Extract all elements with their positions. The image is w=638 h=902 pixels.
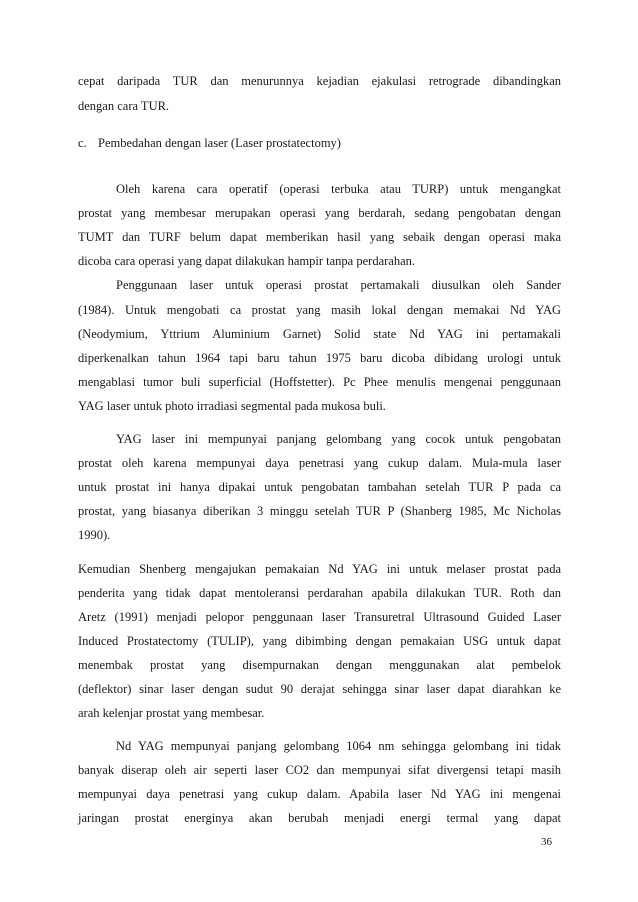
paragraph-line: arah kelenjar prostat yang membesar. [78,706,265,720]
paragraph-line: diperkenalkan tahun 1964 tapi baru tahun 1975 baru dicoba dibidang urologi untuk [78,351,561,365]
paragraph-line: Oleh karena cara operatif (operasi terbuka atau TURP) untuk mengangkat [116,182,561,196]
paragraph-line: (1984). Untuk mengobati ca prostat yang masih lokal dengan memakai Nd YAG [78,303,561,317]
paragraph-line: Induced Prostatectomy (TULIP), yang dibimbing dengan pemakaian USG untuk dapat [78,634,561,648]
paragraph-line: mempunyai daya penetrasi yang cukup dalam. Apabila laser Nd YAG ini mengenai [78,787,561,801]
paragraph-line: Penggunaan laser untuk operasi prostat pertamakali diusulkan oleh Sander [116,278,561,292]
paragraph-line: untuk prostat ini hanya dipakai untuk pengobatan tambahan setelah TUR P pada ca [78,480,561,494]
section-heading-text: Pembedahan dengan laser (Laser prostatectomy) [98,136,341,150]
paragraph-line: prostat yang membesar merupakan operasi yang berdarah, sedang pengobatan dengan [78,206,561,220]
paragraph-line: dicoba cara operasi yang dapat dilakukan hampir tanpa perdarahan. [78,254,415,268]
list-marker: c. [78,136,87,150]
paragraph-line: (deflektor) sinar laser dengan sudut 90 derajat sehingga sinar laser dapat diarahkan ke [78,682,561,696]
paragraph-line: Kemudian Shenberg mengajukan pemakaian Nd YAG ini untuk melaser prostat pada [78,562,561,576]
paragraph-line: mengablasi tumor buli superficial (Hoffstetter). Pc Phee menulis mengenai penggunaan [78,375,561,389]
paragraph-line: prostat oleh karena mempunyai daya penetrasi yang cukup dalam. Mula-mula laser [78,456,561,470]
paragraph-line: (Neodymium, Yttrium Aluminium Garnet) Solid state Nd YAG ini pertamakali [78,327,561,341]
paragraph-line: Aretz (1991) menjadi pelopor penggunaan laser Transuretral Ultrasound Guided Laser [78,610,561,624]
paragraph-line: penderita yang tidak dapat mentoleransi perdarahan apabila dilakukan TUR. Roth dan [78,586,561,600]
section-heading [78,135,341,151]
paragraph-line: banyak diserap oleh air seperti laser CO2 dan mempunyai sifat divergensi tetapi masih [78,763,561,777]
paragraph-line: dengan cara TUR. [78,99,170,113]
paragraph-line: TUMT dan TURF belum dapat memberikan hasil yang sebaik dengan operasi maka [78,230,561,244]
paragraph-line: jaringan prostat energinya akan berubah menjadi energi termal yang dapat [78,811,561,825]
paragraph-line: YAG laser untuk photo irradiasi segmental pada mukosa buli. [78,399,386,413]
paragraph-line: 1990). [78,528,111,542]
paragraph-line: YAG laser ini mempunyai panjang gelombang yang cocok untuk pengobatan [116,432,561,446]
paragraph-line: Nd YAG mempunyai panjang gelombang 1064 nm sehingga gelombang ini tidak [116,739,561,753]
page-number: 36 [541,836,552,848]
paragraph-line: cepat daripada TUR dan menurunnya kejadian ejakulasi retrograde dibandingkan [78,74,561,88]
paragraph-line: menembak prostat yang disempurnakan dengan menggunakan alat pembelok [78,658,561,672]
paragraph-line: prostat, yang biasanya diberikan 3 minggu setelah TUR P (Shanberg 1985, Mc Nicholas [78,504,561,518]
